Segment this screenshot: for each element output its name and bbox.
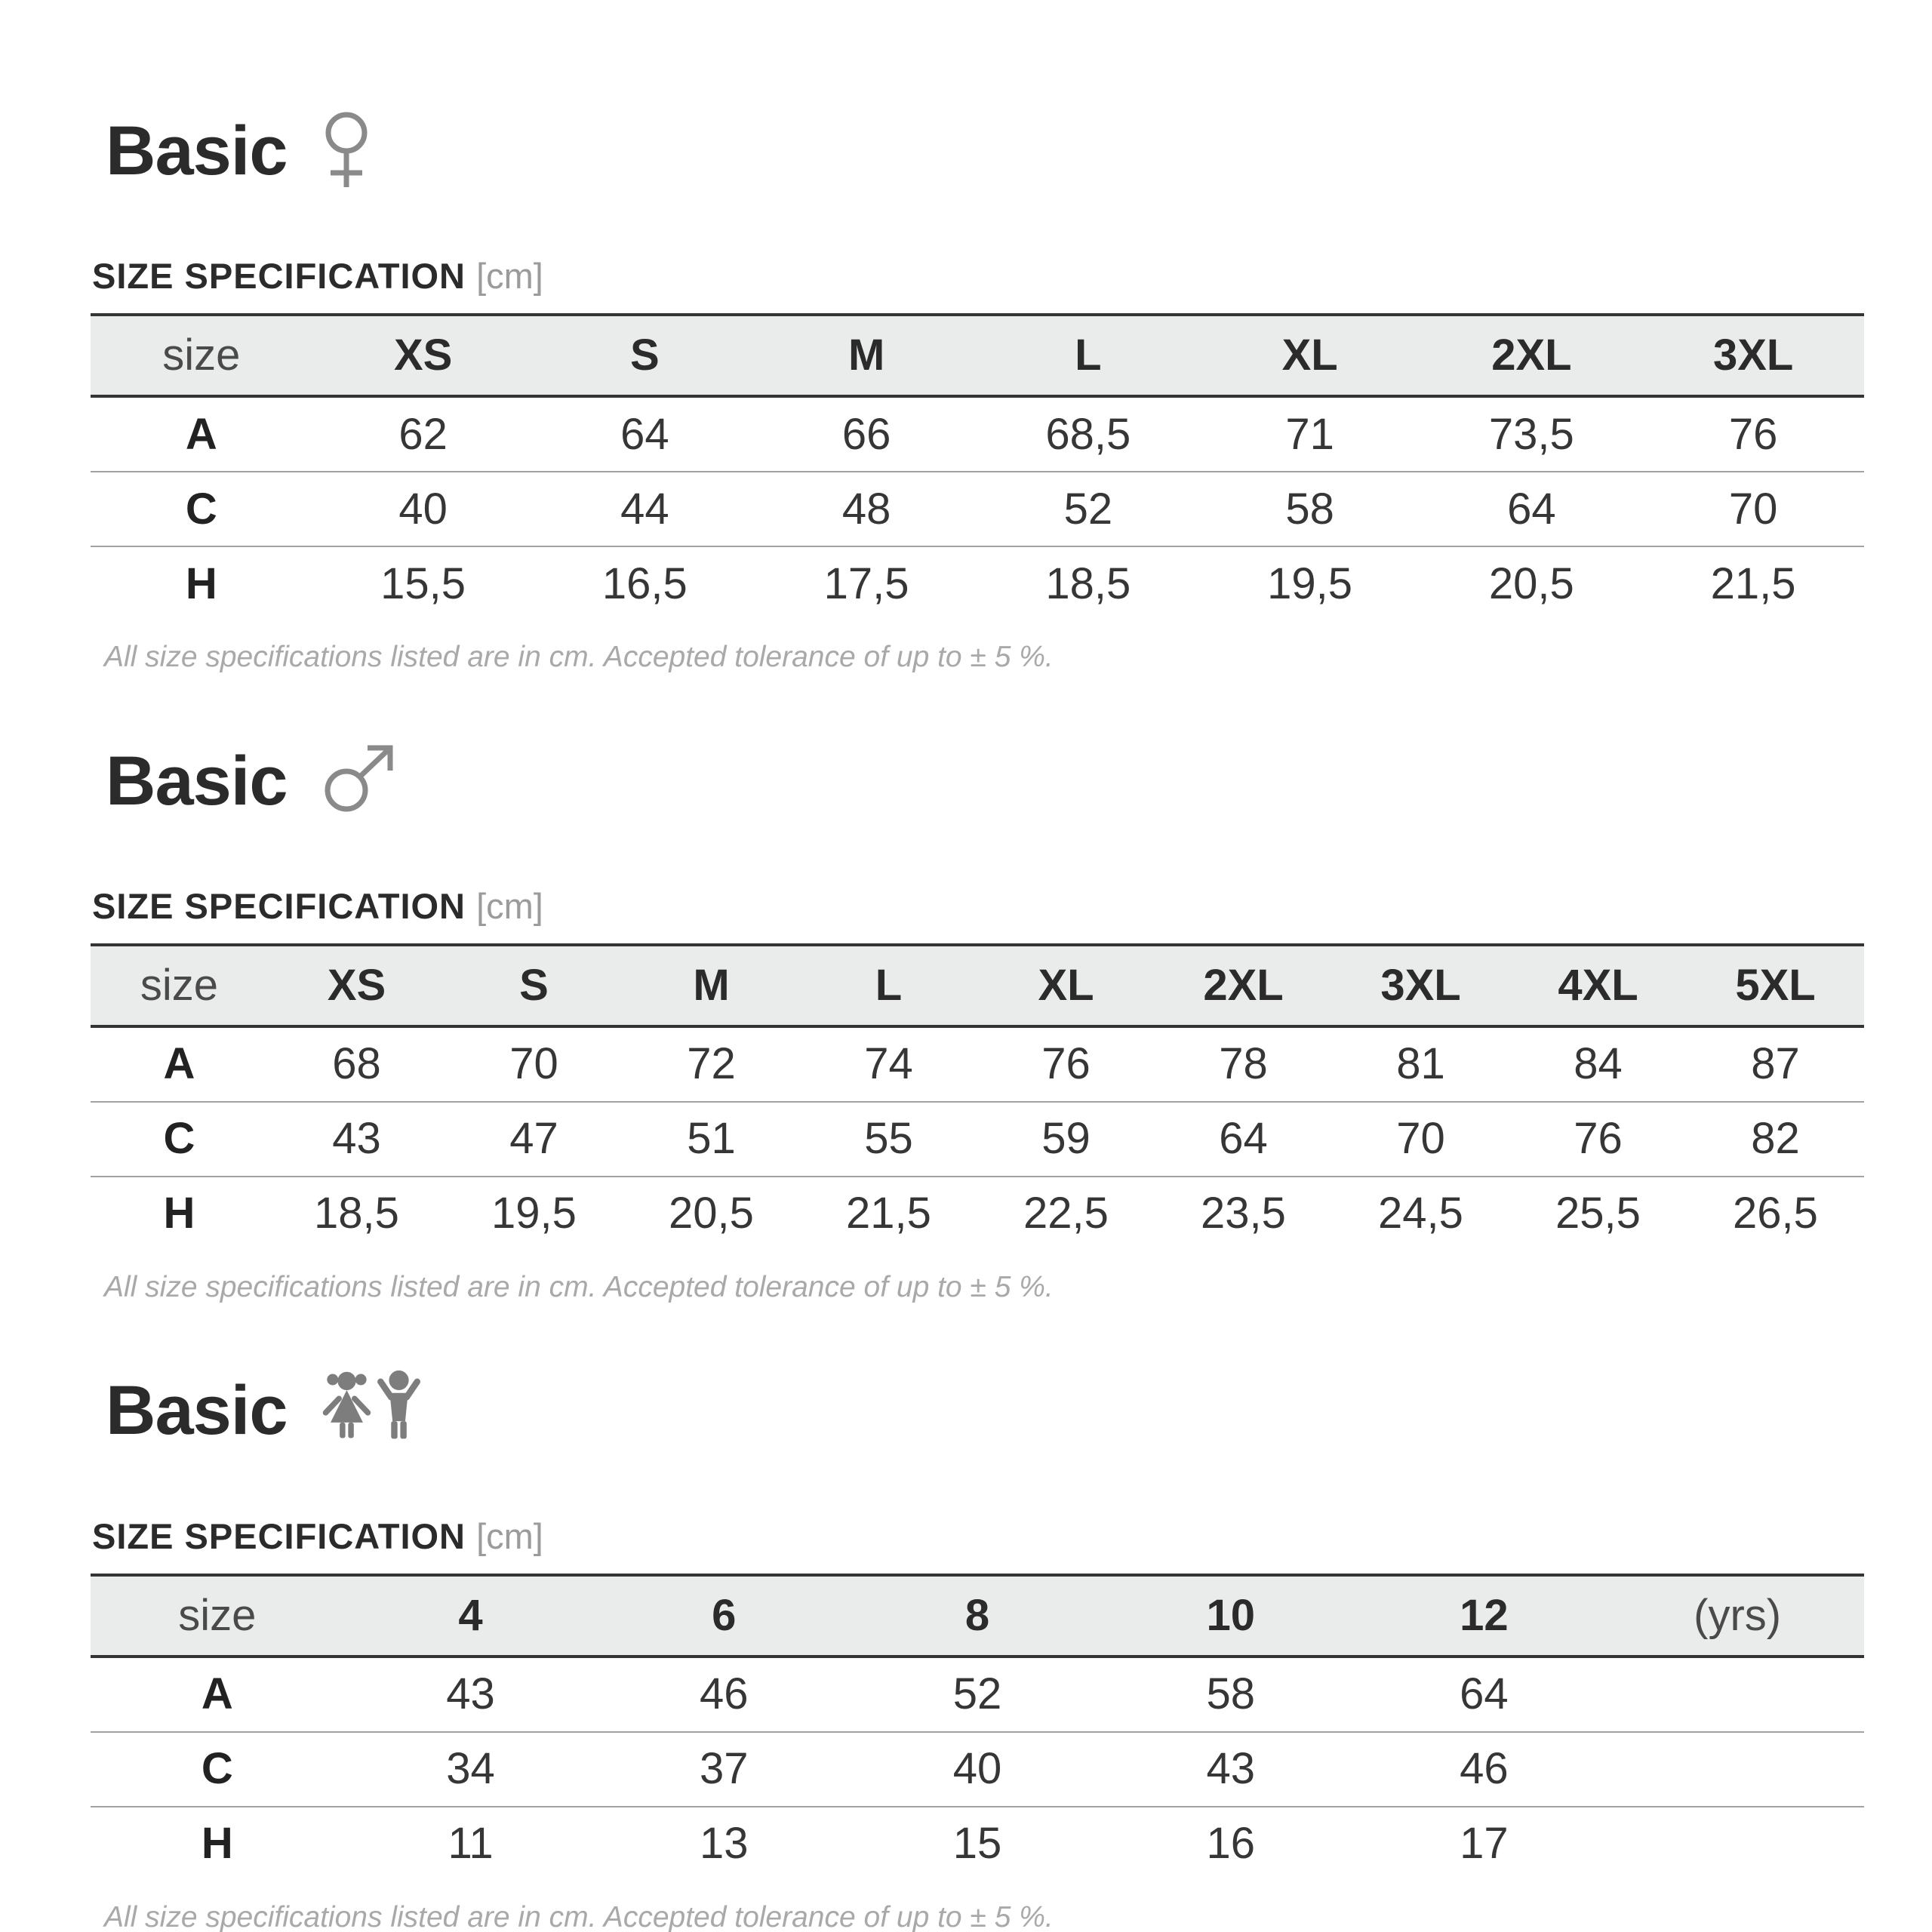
male-icon: [319, 743, 398, 819]
column-header: 2XL: [1203, 960, 1284, 1010]
female-icon: [319, 112, 374, 190]
column-header: 8: [964, 1590, 990, 1640]
cell-value: 87: [1751, 1039, 1800, 1089]
size-column-label: size: [178, 1590, 257, 1640]
column-header: 12: [1460, 1590, 1509, 1640]
table-header-row: [91, 313, 1864, 398]
section-title-row: [106, 109, 1932, 192]
column-header: 4XL: [1558, 960, 1638, 1010]
size-table: [91, 1574, 1864, 1881]
column-header: 5XL: [1735, 960, 1816, 1010]
cell-value: 43: [1206, 1744, 1255, 1794]
cell-value: 17,5: [823, 558, 909, 608]
column-header: 6: [712, 1590, 737, 1640]
column-header: S: [519, 960, 549, 1010]
row-label: A: [201, 1669, 233, 1719]
size-table: [91, 943, 1864, 1251]
cell-value: 70: [509, 1039, 558, 1089]
size-column-label: size: [140, 960, 219, 1010]
table-header-row: [91, 943, 1864, 1028]
cell-value: 66: [841, 409, 891, 459]
column-header: 10: [1206, 1590, 1255, 1640]
table-row: [91, 471, 1864, 546]
cell-value: 24,5: [1378, 1189, 1463, 1238]
table-body: [91, 398, 1864, 620]
cell-value: 72: [687, 1039, 736, 1089]
cell-value: 46: [1460, 1744, 1509, 1794]
footnote: All size specifications listed are in cm. Accepted tolerance of up to ± 5 %.: [104, 1900, 1054, 1932]
row-label: H: [185, 558, 217, 608]
kids-icon: [319, 1369, 426, 1454]
row-label: C: [163, 1114, 195, 1164]
cell-value: 40: [398, 484, 448, 534]
unit-label: [cm]: [476, 256, 543, 296]
table-header-row: [91, 1574, 1864, 1658]
cell-value: 34: [446, 1744, 495, 1794]
cell-value: 16: [1206, 1819, 1255, 1869]
size-section-kids: [0, 1370, 1932, 1932]
row-label: A: [163, 1039, 195, 1089]
unit-column-header: (yrs): [1694, 1590, 1782, 1640]
table-row: [91, 1731, 1864, 1806]
size-spec-heading: [92, 886, 1932, 927]
row-label: C: [201, 1744, 233, 1794]
cell-value: 84: [1574, 1039, 1623, 1089]
row-label: H: [163, 1189, 195, 1238]
cell-value: 68: [332, 1039, 381, 1089]
table-row: [91, 1101, 1864, 1176]
cell-value: 62: [398, 409, 448, 459]
cell-value: 11: [448, 1819, 494, 1869]
section-title-row: [106, 1370, 1932, 1453]
table-row: [91, 546, 1864, 620]
row-label: C: [185, 484, 217, 534]
cell-value: 46: [700, 1669, 749, 1719]
size-spec-heading: [92, 1516, 1932, 1557]
size-spec-heading-text: SIZE SPECIFICATION: [92, 885, 466, 926]
cell-value: 55: [864, 1114, 913, 1164]
column-header: XL: [1038, 960, 1094, 1010]
cell-value: 44: [620, 484, 669, 534]
size-section-male: [0, 740, 1932, 1306]
cell-value: 21,5: [846, 1189, 931, 1238]
cell-value: 22,5: [1023, 1189, 1109, 1238]
cell-value: 64: [1219, 1114, 1268, 1164]
cell-value: 74: [864, 1039, 913, 1089]
cell-value: 48: [841, 484, 891, 534]
cell-value: 64: [1460, 1669, 1509, 1719]
cell-value: 18,5: [314, 1189, 399, 1238]
row-label: A: [185, 409, 217, 459]
cell-value: 82: [1751, 1114, 1800, 1164]
cell-value: 43: [446, 1669, 495, 1719]
table-row: [91, 1658, 1864, 1731]
cell-value: 25,5: [1555, 1189, 1641, 1238]
section-title-row: [106, 740, 1932, 823]
column-header: 3XL: [1712, 331, 1794, 380]
unit-label: [cm]: [476, 885, 543, 926]
cell-value: 76: [1041, 1039, 1091, 1089]
column-header: L: [875, 960, 903, 1010]
size-spec-heading: [92, 256, 1932, 297]
cell-value: 59: [1041, 1114, 1091, 1164]
table-body: [91, 1658, 1864, 1881]
cell-value: 18,5: [1045, 558, 1131, 608]
size-spec-heading-text: SIZE SPECIFICATION: [92, 1515, 466, 1556]
cell-value: 26,5: [1733, 1189, 1818, 1238]
cell-value: 73,5: [1488, 409, 1574, 459]
cell-value: 40: [952, 1744, 1002, 1794]
row-label: H: [201, 1819, 233, 1869]
cell-value: 19,5: [491, 1189, 577, 1238]
cell-value: 23,5: [1201, 1189, 1286, 1238]
table-row: [91, 1028, 1864, 1101]
cell-value: 16,5: [601, 558, 688, 608]
column-header: 2XL: [1491, 331, 1572, 380]
cell-value: 64: [620, 409, 669, 459]
cell-value: 15: [952, 1819, 1002, 1869]
size-table: [91, 313, 1864, 620]
footnote: All size specifications listed are in cm. Accepted tolerance of up to ± 5 %.: [104, 1270, 1054, 1303]
cell-value: 58: [1285, 484, 1334, 534]
cell-value: 13: [700, 1819, 749, 1869]
cell-value: 70: [1728, 484, 1778, 534]
footnote: All size specifications listed are in cm. Accepted tolerance of up to ± 5 %.: [104, 641, 1054, 674]
cell-value: 70: [1396, 1114, 1445, 1164]
size-section-female: [0, 109, 1932, 675]
cell-value: 21,5: [1710, 558, 1796, 608]
cell-value: 51: [687, 1114, 736, 1164]
column-header: XS: [393, 331, 453, 380]
cell-value: 19,5: [1267, 558, 1353, 608]
column-header: M: [693, 960, 730, 1010]
cell-value: 68,5: [1045, 409, 1131, 459]
cell-value: 58: [1206, 1669, 1255, 1719]
section-title: Basic: [106, 1372, 288, 1450]
cell-value: 64: [1507, 484, 1556, 534]
column-header: XS: [327, 960, 386, 1010]
column-header: S: [630, 331, 660, 380]
column-header: M: [848, 331, 885, 380]
cell-value: 76: [1728, 409, 1778, 459]
table-row: [91, 1176, 1864, 1251]
column-header: 4: [458, 1590, 483, 1640]
unit-label: [cm]: [476, 1515, 543, 1556]
cell-value: 43: [332, 1114, 381, 1164]
size-spec-heading-text: SIZE SPECIFICATION: [92, 256, 466, 296]
cell-value: 47: [509, 1114, 558, 1164]
cell-value: 20,5: [1488, 558, 1574, 608]
column-header: 3XL: [1380, 960, 1461, 1010]
column-header: XL: [1281, 331, 1338, 380]
cell-value: 52: [1063, 484, 1113, 534]
cell-value: 71: [1285, 409, 1334, 459]
cell-value: 81: [1396, 1039, 1445, 1089]
cell-value: 78: [1219, 1039, 1268, 1089]
cell-value: 17: [1460, 1819, 1509, 1869]
cell-value: 76: [1574, 1114, 1623, 1164]
section-title: Basic: [106, 742, 288, 820]
column-header: L: [1075, 331, 1102, 380]
table-row: [91, 1806, 1864, 1881]
table-row: [91, 398, 1864, 471]
section-title: Basic: [106, 112, 288, 189]
table-body: [91, 1028, 1864, 1251]
cell-value: 20,5: [669, 1189, 754, 1238]
cell-value: 37: [700, 1744, 749, 1794]
cell-value: 15,5: [380, 558, 466, 608]
size-column-label: size: [162, 331, 241, 380]
cell-value: 52: [952, 1669, 1002, 1719]
